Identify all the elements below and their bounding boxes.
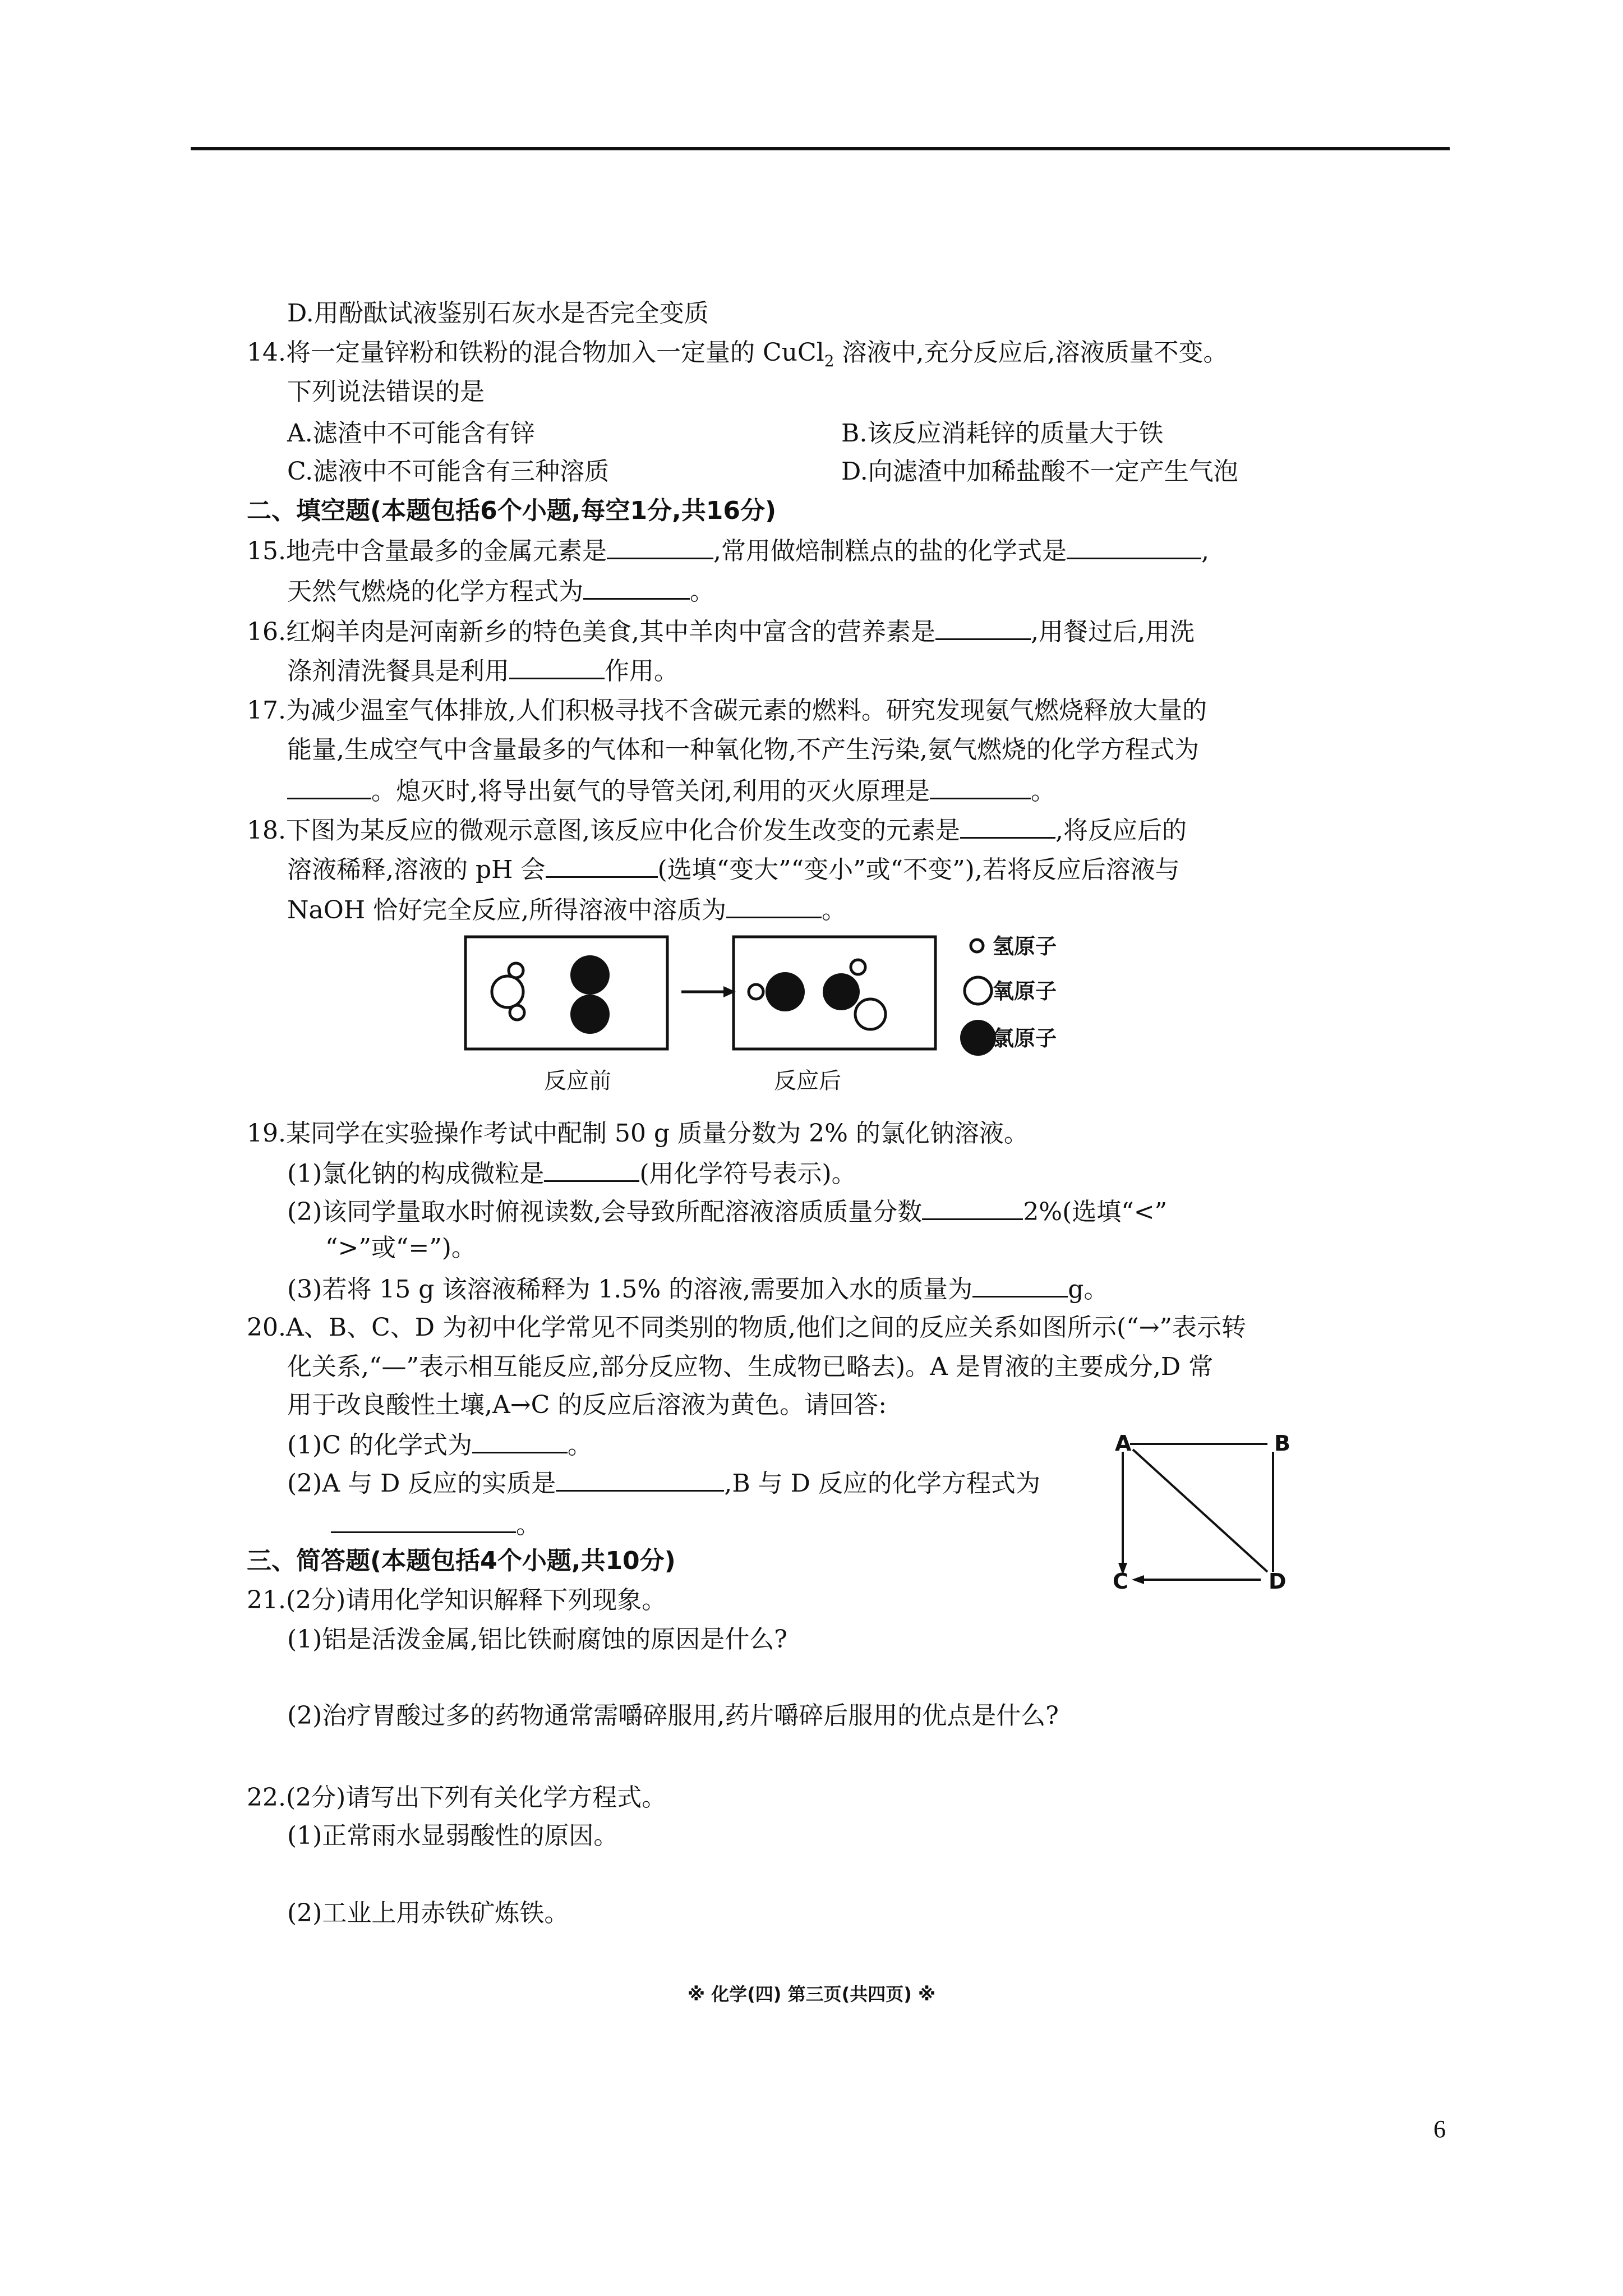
q19-sub1: (1)氯化钠的构成微粒是 (用化学符号表示)。: [287, 1158, 856, 1189]
q13-option-d: D.用酚酞试液鉴别石灰水是否完全变质: [287, 299, 709, 328]
q19-blank-2[interactable]: [922, 1196, 1023, 1220]
q20-sub1: (1)C 的化学式为 。: [287, 1429, 592, 1461]
reaction-diagram: [460, 926, 1105, 1105]
q14-option-a: A.滤渣中不可能含有锌: [287, 419, 535, 448]
page-number: 6: [1433, 2115, 1446, 2143]
q14-option-d: D.向滤渣中加稀盐酸不一定产生气泡: [841, 457, 1238, 486]
arrow-d-to-c-head: [1132, 1575, 1144, 1584]
q19-blank-1[interactable]: [544, 1158, 639, 1182]
node-b: B: [1274, 1431, 1290, 1456]
q22-sub2: (2)工业上用赤铁矿炼铁。: [287, 1899, 569, 1927]
relation-diagram: [1110, 1425, 1307, 1604]
q18-line3: NaOH 恰好完全反应,所得溶液中溶质为 。: [287, 894, 846, 926]
q15-blank-3[interactable]: [583, 576, 690, 600]
label-before: 反应前: [544, 1068, 611, 1094]
q14-stem-line2: 下列说法错误的是: [287, 378, 485, 406]
q20-blank-1[interactable]: [472, 1429, 568, 1453]
legend-chlorine: 氯原子: [993, 1026, 1057, 1051]
section-heading-short-answer: 三、简答题(本题包括4个小题,共10分): [247, 1547, 676, 1575]
q20-blank-3[interactable]: [331, 1509, 516, 1533]
legend-hydrogen: 氢原子: [993, 934, 1057, 959]
legend-chlorine-symbol: [960, 1020, 996, 1056]
hcl-molecule: [749, 972, 805, 1011]
q15-blank-1[interactable]: [607, 535, 713, 559]
q18-blank-3[interactable]: [726, 894, 822, 918]
q19-sub2: (2)该同学量取水时俯视读数,会导致所配溶液溶质质量分数 2%(选填“<”: [287, 1196, 1167, 1227]
q15-line1: 15.地壳中含量最多的金属元素是 ,常用做焙制糕点的盐的化学式是 ,: [247, 535, 1209, 567]
node-d: D: [1269, 1569, 1287, 1594]
q20-blank-2[interactable]: [556, 1467, 724, 1492]
q19-line1: 19.某同学在实验操作考试中配制 50 g 质量分数为 2% 的氯化钠溶液。: [247, 1119, 1029, 1148]
q15-line2: 天然气燃烧的化学方程式为 。: [287, 576, 714, 607]
q18-blank-2[interactable]: [546, 854, 658, 878]
node-a: A: [1115, 1431, 1132, 1456]
hclo-molecule: [823, 960, 886, 1029]
q20-line1: 20.A、B、C、D 为初中化学常见不同类别的物质,他们之间的反应关系如图所示(“→”表示转: [247, 1313, 1247, 1342]
q17-blank-2[interactable]: [930, 775, 1031, 799]
q18-line1: 18.下图为某反应的微观示意图,该反应中化合价发生改变的元素是 ,将反应后的: [247, 815, 1187, 846]
q17-line3: 。熄灭时,将导出氨气的导管关闭,利用的灭火原理是 。: [287, 775, 1055, 807]
q22-line1: 22.(2分)请写出下列有关化学方程式。: [247, 1783, 667, 1812]
q17-line2: 能量,生成空气中含量最多的气体和一种氧化物,不产生污染,氨气燃烧的化学方程式为: [287, 735, 1199, 764]
q15-blank-2[interactable]: [1067, 535, 1201, 559]
q20-sub2-cont: 。: [331, 1509, 541, 1540]
node-c: C: [1113, 1569, 1128, 1594]
top-rule: [191, 147, 1450, 150]
q19-sub3: (3)若将 15 g 该溶液稀释为 1.5% 的溶液,需要加入水的质量为 g。: [287, 1273, 1108, 1305]
label-after: 反应后: [774, 1068, 841, 1094]
q20-sub2: (2)A 与 D 反应的实质是 ,B 与 D 反应的化学方程式为: [287, 1467, 1040, 1499]
q22-sub1: (1)正常雨水显弱酸性的原因。: [287, 1821, 619, 1850]
q16-line2: 涤剂清洗餐具是利用 作用。: [287, 655, 679, 687]
section-heading-fill-in: 二、填空题(本题包括6个小题,每空1分,共16分): [247, 496, 777, 525]
legend-hydrogen-symbol: [971, 940, 983, 952]
water-molecule: [492, 963, 524, 1020]
q21-sub2: (2)治疗胃酸过多的药物通常需嚼碎服用,药片嚼碎后服用的优点是什么?: [287, 1701, 1059, 1730]
q21-line1: 21.(2分)请用化学知识解释下列现象。: [247, 1586, 667, 1614]
q19-sub2-cont: “>”或“=”)。: [325, 1234, 476, 1262]
chlorine-molecule: [570, 955, 610, 1034]
q21-sub1: (1)铝是活泼金属,铝比铁耐腐蚀的原因是什么?: [287, 1625, 787, 1654]
q16-blank-1[interactable]: [935, 616, 1031, 640]
q18-line2: 溶液稀释,溶液的 pH 会 (选填“变大”“变小”或“不变”),若将反应后溶液与: [287, 854, 1180, 885]
q18-blank-1[interactable]: [960, 815, 1055, 839]
q14-option-b: B.该反应消耗锌的质量大于铁: [841, 419, 1164, 448]
q17-line1: 17.为减少温室气体排放,人们积极寻找不含碳元素的燃料。研究发现氨气燃烧释放大量的: [247, 696, 1207, 725]
q16-blank-2[interactable]: [509, 655, 605, 679]
q20-line3: 用于改良酸性土壤,A→C 的反应后溶液为黄色。请回答:: [287, 1391, 887, 1419]
page-footer: ※ 化学(四) 第三页(共四页) ※: [687, 1984, 936, 2005]
q16-line1: 16.红焖羊肉是河南新乡的特色美食,其中羊肉中富含的营养素是 ,用餐过后,用洗: [247, 616, 1195, 647]
q19-blank-3[interactable]: [972, 1273, 1068, 1297]
legend-oxygen: 氧原子: [993, 979, 1057, 1004]
edge-a-d: [1133, 1450, 1267, 1572]
q14-stem: 14.将一定量锌粉和铁粉的混合物加入一定量的 CuCl$_2$ 溶液中,充分反应后,溶液质量不变。: [247, 338, 1228, 370]
q20-line2: 化关系,“—”表示相互能反应,部分反应物、生成物已略去)。A 是胃液的主要成分,D 常: [287, 1352, 1214, 1381]
legend-oxygen-symbol: [965, 977, 992, 1004]
q14-option-c: C.滤液中不可能含有三种溶质: [287, 457, 610, 486]
q17-blank-1[interactable]: [287, 775, 371, 799]
